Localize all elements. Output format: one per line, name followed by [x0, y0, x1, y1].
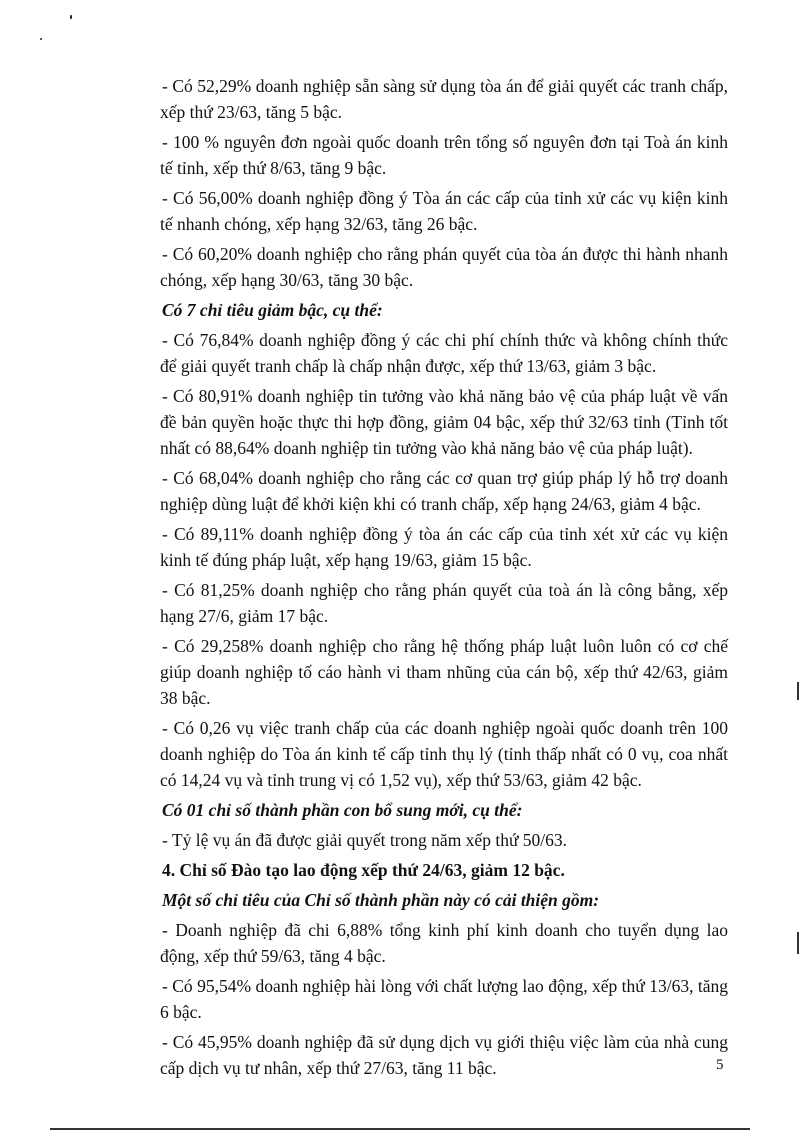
bullet-paragraph: - Có 56,00% doanh nghiệp đồng ý Tòa án các cấp của tỉnh xử các vụ kiện kinh tế nhanh chóng, xếp hạng 32/63, tăng 26 bậc. [160, 188, 728, 234]
scan-edge-mark [797, 932, 799, 954]
scan-speck [40, 38, 42, 40]
bullet-paragraph: - Có 95,54% doanh nghiệp hài lòng với chất lượng lao động, xếp thứ 13/63, tăng 6 bậc. [160, 976, 728, 1022]
section-subheading: Có 01 chỉ số thành phần con bổ sung mới, cụ thể: [162, 800, 523, 820]
scan-edge-mark [797, 682, 799, 700]
bullet-paragraph: - Có 52,29% doanh nghiệp sẵn sàng sử dụng tòa án để giải quyết các tranh chấp, xếp thứ 23/63, tăng 5 bậc. [160, 76, 728, 122]
bullet-paragraph: - Có 45,95% doanh nghiệp đã sử dụng dịch vụ giới thiệu việc làm của nhà cung cấp dịch vụ tư nhân, xếp thứ 27/63, tăng 11 bậc. [160, 1032, 728, 1078]
bullet-paragraph: - Có 80,91% doanh nghiệp tin tưởng vào khả năng bảo vệ của pháp luật về vấn đề bản quyền hoặc thực thi hợp đồng, giảm 04 bậc, xếp thứ 32/63 tỉnh (Tỉnh tốt nhất có 88,64% doanh nghiệp tin tưởng vào khả năng bảo vệ của pháp luật). [160, 386, 728, 458]
section-subheading: Một số chỉ tiêu của Chỉ số thành phần này có cải thiện gồm: [162, 890, 600, 910]
bullet-paragraph: - Có 81,25% doanh nghiệp cho rằng phán quyết của toà án là công bằng, xếp hạng 27/6, giảm 17 bậc. [160, 580, 728, 626]
scan-speck [70, 15, 72, 19]
bullet-paragraph: - Doanh nghiệp đã chi 6,88% tổng kinh phí kinh doanh cho tuyển dụng lao động, xếp thứ 59/63, tăng 4 bậc. [160, 920, 728, 966]
section-heading: 4. Chỉ số Đào tạo lao động xếp thứ 24/63, giảm 12 bậc. [162, 860, 565, 880]
bullet-paragraph: - Có 29,258% doanh nghiệp cho rằng hệ thống pháp luật luôn luôn có cơ chế giúp doanh nghiệp tố cáo hành vi tham nhũng của cán bộ, xếp thứ 42/63, giảm 38 bậc. [160, 636, 728, 708]
bullet-paragraph: - Có 60,20% doanh nghiệp cho rằng phán quyết của tòa án được thi hành nhanh chóng, xếp hạng 30/63, tăng 30 bậc. [160, 244, 728, 290]
bullet-paragraph: - Có 68,04% doanh nghiệp cho rằng các cơ quan trợ giúp pháp lý hỗ trợ doanh nghiệp dùng luật để khởi kiện khi có tranh chấp, xếp hạng 24/63, giảm 4 bậc. [160, 468, 728, 514]
footer-rule [50, 1128, 750, 1130]
bullet-paragraph: - Có 76,84% doanh nghiệp đồng ý các chi phí chính thức và không chính thức để giải quyết tranh chấp là chấp nhận được, xếp thứ 13/63, giảm 3 bậc. [160, 330, 728, 376]
body-text [160, 73, 728, 1085]
bullet-paragraph: - Tỷ lệ vụ án đã được giải quyết trong năm xếp thứ 50/63. [162, 830, 568, 850]
bullet-paragraph: - 100 % nguyên đơn ngoài quốc doanh trên tổng số nguyên đơn tại Toà án kinh tế tỉnh, xếp thứ 8/63, tăng 9 bậc. [160, 132, 728, 178]
bullet-paragraph: - Có 0,26 vụ việc tranh chấp của các doanh nghiệp ngoài quốc doanh trên 100 doanh nghiệp do Tòa án kinh tế cấp tỉnh thụ lý (tỉnh thấp nhất có 0 vụ, coa nhất có 14,24 vụ và tỉnh trung vị có 1,52 vụ), xếp thứ 53/63, giảm 42 bậc. [160, 718, 728, 790]
bullet-paragraph: - Có 89,11% doanh nghiệp đồng ý tòa án các cấp của tỉnh xét xử các vụ kiện kinh tế đúng pháp luật, xếp hạng 19/63, giảm 15 bậc. [160, 524, 728, 570]
page-number: 5 [716, 1057, 724, 1073]
section-subheading: Có 7 chỉ tiêu giảm bậc, cụ thể: [162, 300, 383, 320]
